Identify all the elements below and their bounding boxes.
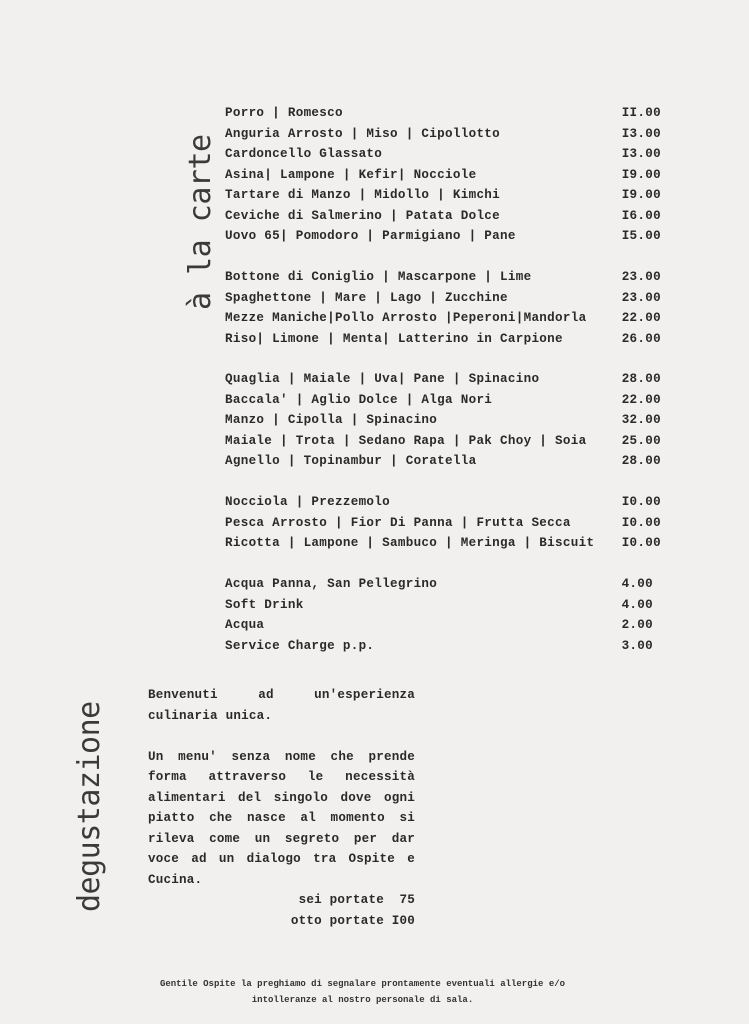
menu-item-name: Baccala' | Aglio Dolce | Alga Nori (225, 392, 493, 407)
menu-item-price: 32.00 (621, 413, 661, 427)
menu-item (225, 451, 661, 472)
menu-item (225, 288, 661, 309)
menu-item-price: 22.00 (621, 392, 661, 407)
degustazione-title: degustazione (72, 701, 107, 912)
menu-item-name: Acqua Panna, San Pellegrino (225, 577, 438, 591)
desc-line: alimentari del singolo dove ogni (148, 790, 415, 805)
menu-item-name: Acqua (225, 618, 265, 632)
menu-item-price: I0.00 (621, 495, 661, 509)
menu-item (225, 206, 661, 227)
menu-item-name: Maiale | Trota | Sedano Rapa | Pak Choy | Soia (225, 433, 587, 448)
menu-item-name: Riso| Limone | Menta| Latterino in Carpione (225, 331, 563, 346)
menu-group-pasta (225, 267, 661, 349)
menu-item (225, 124, 661, 145)
degustazione-description (148, 685, 415, 931)
menu-item-name: Quaglia | Maiale | Uva| Pane | Spinacino (225, 372, 540, 386)
tasting-option-six: sei portate 75 (298, 893, 415, 907)
menu-item-price: 4.00 (621, 577, 653, 591)
menu-item (225, 369, 661, 390)
menu-item-name: Nocciola | Prezzemolo (225, 495, 391, 509)
desc-line: Benvenuti ad un'esperienza (148, 688, 415, 702)
menu-item (225, 533, 661, 554)
menu-item (225, 431, 661, 452)
desc-line: culinaria unica. (148, 708, 273, 723)
menu-item-name: Tartare di Manzo | Midollo | Kimchi (225, 188, 501, 202)
menu-item-name: Manzo | Cipolla | Spinacino (225, 413, 438, 427)
desc-line: rileva come un segreto per dar (148, 831, 415, 846)
desc-line: Un menu' senza nome che prende (148, 749, 415, 764)
menu-item-name: Asina| Lampone | Kefir| Nocciole (225, 167, 477, 182)
desc-line: Cucina. (148, 872, 203, 887)
tasting-option-eight: otto portate I00 (290, 913, 415, 928)
menu-item (225, 329, 661, 350)
menu-item-name: Service Charge p.p. (225, 638, 375, 653)
menu-item-name: Mezze Maniche|Pollo Arrosto |Peperoni|Mandorla (225, 311, 587, 325)
menu-item (225, 165, 661, 186)
menu-item-price: 2.00 (621, 618, 653, 632)
menu-item (225, 410, 661, 431)
menu-group-mains (225, 369, 661, 472)
menu-item-name: Soft Drink (225, 597, 304, 612)
menu-item-name: Cardoncello Glassato (225, 147, 383, 161)
menu-item (225, 226, 661, 247)
menu-item-price: I0.00 (621, 515, 661, 530)
menu-group-drinks (225, 574, 661, 656)
menu-item-price: I3.00 (621, 126, 661, 141)
menu-item-price: 3.00 (621, 638, 653, 653)
menu-group-desserts (225, 492, 661, 554)
menu-group-starters (225, 103, 661, 247)
menu-item-price: 23.00 (621, 290, 661, 305)
menu-item-price: I5.00 (621, 229, 661, 243)
menu-item (225, 595, 661, 616)
menu-item (225, 390, 661, 411)
menu-item-name: Ricotta | Lampone | Sambuco | Meringa | Biscuit (225, 536, 595, 550)
menu-item (225, 267, 661, 288)
menu-item-price: 26.00 (621, 331, 661, 346)
menu-item-price: 28.00 (621, 372, 661, 386)
menu-item (225, 103, 661, 124)
menu-item-price: 4.00 (621, 597, 653, 612)
menu-item-price: 25.00 (621, 433, 661, 448)
menu-item (225, 513, 661, 534)
a-la-carte-title: à la carte (183, 134, 218, 310)
menu-item-name: Uovo 65| Pomodoro | Parmigiano | Pane (225, 229, 516, 243)
menu-item-name: Bottone di Coniglio | Mascarpone | Lime (225, 270, 532, 284)
desc-line: piatto che nasce al momento si (148, 811, 415, 825)
allergy-notice (120, 977, 605, 1008)
desc-line: voce ad un dialogo tra Ospite e (148, 852, 415, 866)
menu-item (225, 636, 661, 657)
menu-item-price: 22.00 (621, 311, 661, 325)
menu-item-name: Spaghettone | Mare | Lago | Zucchine (225, 290, 508, 305)
menu-item-name: Pesca Arrosto | Fior Di Panna | Frutta Secca (225, 515, 571, 530)
menu-item-price: I9.00 (621, 188, 661, 202)
menu-item-price: I9.00 (621, 167, 661, 182)
menu-item (225, 144, 661, 165)
menu-item-price: I0.00 (621, 536, 661, 550)
menu-item (225, 308, 661, 329)
menu-item-name: Anguria Arrosto | Miso | Cipollotto (225, 126, 501, 141)
allergy-notice-line: Gentile Ospite la preghiamo di segnalare prontamente eventuali allergie e/o (159, 979, 566, 989)
desc-line: forma attraverso le necessità (148, 770, 415, 784)
menu-item-name: Porro | Romesco (225, 106, 343, 120)
menu-item-price: 28.00 (621, 454, 661, 468)
menu-item-name: Ceviche di Salmerino | Patata Dolce (225, 208, 501, 223)
menu-item-price: I6.00 (621, 208, 661, 223)
menu-item-name: Agnello | Topinambur | Coratella (225, 454, 477, 468)
menu-item-price: I3.00 (621, 147, 661, 161)
menu-item-price: 23.00 (621, 270, 661, 284)
menu-item (225, 492, 661, 513)
menu-item-price: II.00 (621, 106, 661, 120)
menu-item (225, 574, 661, 595)
menu-item (225, 185, 661, 206)
menu-item (225, 615, 661, 636)
allergy-notice-line: intolleranze al nostro personale di sala. (251, 994, 474, 1005)
